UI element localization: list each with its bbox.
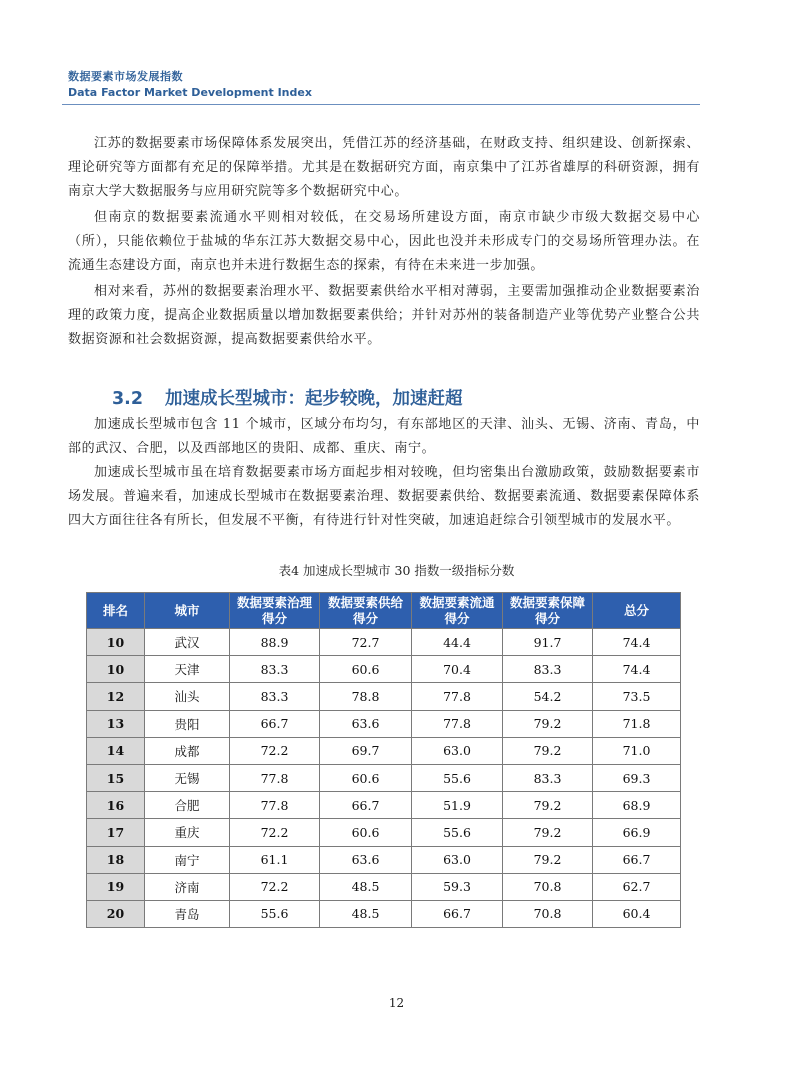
cell-supply: 72.7	[320, 629, 412, 656]
cell-circulation: 66.7	[412, 900, 503, 927]
cell-rank: 10	[87, 629, 145, 656]
cell-circulation: 51.9	[412, 792, 503, 819]
cell-governance: 77.8	[230, 764, 320, 791]
cell-rank: 10	[87, 656, 145, 683]
cell-total: 62.7	[593, 873, 681, 900]
header-city: 城市	[145, 593, 230, 629]
header-circulation-score: 数据要素流通得分	[412, 593, 503, 629]
table-row	[87, 873, 681, 900]
cell-governance: 72.2	[230, 737, 320, 764]
cell-supply: 60.6	[320, 764, 412, 791]
cell-total: 71.0	[593, 737, 681, 764]
cell-city: 武汉	[145, 629, 230, 656]
cell-city: 青岛	[145, 900, 230, 927]
cell-governance: 72.2	[230, 873, 320, 900]
cell-governance: 83.3	[230, 656, 320, 683]
cell-city: 天津	[145, 656, 230, 683]
table-row	[87, 792, 681, 819]
cell-total: 71.8	[593, 710, 681, 737]
cell-guarantee: 54.2	[503, 683, 593, 710]
table-body	[87, 629, 681, 928]
header-supply-score: 数据要素供给得分	[320, 593, 412, 629]
cell-supply: 60.6	[320, 819, 412, 846]
cell-total: 66.9	[593, 819, 681, 846]
cell-governance: 72.2	[230, 819, 320, 846]
table-row	[87, 819, 681, 846]
cell-total: 66.7	[593, 846, 681, 873]
cell-total: 74.4	[593, 629, 681, 656]
table-row	[87, 764, 681, 791]
cell-rank: 14	[87, 737, 145, 764]
header-divider	[62, 104, 700, 105]
table-row	[87, 846, 681, 873]
paragraph-suzhou-governance: 相对来看，苏州的数据要素治理水平、数据要素供给水平相对薄弱，主要需加强推动企业数据要素治理的政策力度，提高企业数据质量以增加数据要素供给；并针对苏州的装备制造产业等优势产业整合公共数据资源和社会数据资源，提高数据要素供给水平。	[68, 284, 700, 347]
paragraph-growth-overview: 加速成长型城市虽在培育数据要素市场方面起步相对较晚，但均密集出台激励政策，鼓励数据要素市场发展。普遍来看，加速成长型城市在数据要素治理、数据要素供给、数据要素流通、数据要素保障体系四大方面往往各有所长，但发展不平衡，有待进行针对性突破，加速追赶综合引领型城市的发展水平。	[68, 465, 700, 528]
cell-city: 合肥	[145, 792, 230, 819]
header-rank: 排名	[87, 593, 145, 629]
cell-guarantee: 79.2	[503, 737, 593, 764]
cell-circulation: 55.6	[412, 764, 503, 791]
cell-total: 60.4	[593, 900, 681, 927]
running-header-title-cn: 数据要素市场发展指数	[68, 70, 183, 83]
cell-guarantee: 79.2	[503, 819, 593, 846]
header-governance-score: 数据要素治理得分	[230, 593, 320, 629]
cell-city: 南宁	[145, 846, 230, 873]
cell-city: 济南	[145, 873, 230, 900]
cell-total: 74.4	[593, 656, 681, 683]
cell-city: 汕头	[145, 683, 230, 710]
table-row	[87, 683, 681, 710]
table-header-row	[87, 593, 681, 629]
cell-rank: 18	[87, 846, 145, 873]
cell-guarantee: 91.7	[503, 629, 593, 656]
table-row	[87, 900, 681, 927]
cell-supply: 69.7	[320, 737, 412, 764]
cell-city: 成都	[145, 737, 230, 764]
cell-supply: 48.5	[320, 873, 412, 900]
cell-governance: 83.3	[230, 683, 320, 710]
cell-rank: 17	[87, 819, 145, 846]
section-heading	[112, 385, 463, 410]
cell-rank: 15	[87, 764, 145, 791]
cell-rank: 19	[87, 873, 145, 900]
cell-guarantee: 79.2	[503, 846, 593, 873]
cell-circulation: 77.8	[412, 683, 503, 710]
table-row	[87, 710, 681, 737]
page-number: 12	[388, 996, 405, 1010]
cell-circulation: 70.4	[412, 656, 503, 683]
cell-rank: 16	[87, 792, 145, 819]
header-guarantee-score: 数据要素保障得分	[503, 593, 593, 629]
running-header-title-en: Data Factor Market Development Index	[68, 86, 312, 99]
cell-supply: 63.6	[320, 710, 412, 737]
section-title-text: 加速成长型城市：起步较晚，加速赶超	[165, 389, 463, 409]
cell-guarantee: 70.8	[503, 900, 593, 927]
cell-governance: 61.1	[230, 846, 320, 873]
cell-city: 贵阳	[145, 710, 230, 737]
cell-governance: 88.9	[230, 629, 320, 656]
cell-city: 重庆	[145, 819, 230, 846]
table-row	[87, 656, 681, 683]
cell-guarantee: 83.3	[503, 656, 593, 683]
paragraph-jiangsu-guarantee: 江苏的数据要素市场保障体系发展突出，凭借江苏的经济基础，在财政支持、组织建设、创新探索、理论研究等方面都有充足的保障举措。尤其是在数据研究方面，南京集中了江苏省雄厚的科研资源，拥有南京大学大数据服务与应用研究院等多个数据研究中心。	[68, 136, 700, 199]
cell-supply: 60.6	[320, 656, 412, 683]
table-row	[87, 737, 681, 764]
cell-rank: 13	[87, 710, 145, 737]
cell-guarantee: 83.3	[503, 764, 593, 791]
cell-rank: 12	[87, 683, 145, 710]
cell-circulation: 63.0	[412, 846, 503, 873]
cell-guarantee: 70.8	[503, 873, 593, 900]
cell-supply: 63.6	[320, 846, 412, 873]
cell-governance: 66.7	[230, 710, 320, 737]
score-table	[86, 592, 681, 928]
cell-circulation: 77.8	[412, 710, 503, 737]
cell-total: 68.9	[593, 792, 681, 819]
cell-circulation: 59.3	[412, 873, 503, 900]
cell-guarantee: 79.2	[503, 710, 593, 737]
cell-total: 69.3	[593, 764, 681, 791]
paragraph-city-list: 加速成长型城市包含 11 个城市，区域分布均匀，有东部地区的天津、汕头、无锡、济南、青岛，中部的武汉、合肥，以及西部地区的贵阳、成都、重庆、南宁。	[68, 417, 700, 456]
paragraph-nanjing-circulation: 但南京的数据要素流通水平则相对较低，在交易场所建设方面，南京市缺少市级大数据交易中心（所），只能依赖位于盐城的华东江苏大数据交易中心，因此也没并未形成专门的交易场所管理办法。在流通生态建设方面，南京也并未进行数据生态的探索，有待在未来进一步加强。	[68, 210, 700, 273]
cell-rank: 20	[87, 900, 145, 927]
cell-governance: 77.8	[230, 792, 320, 819]
cell-supply: 78.8	[320, 683, 412, 710]
table-row	[87, 629, 681, 656]
cell-circulation: 55.6	[412, 819, 503, 846]
section-number: 3.2	[112, 389, 144, 409]
table-caption: 表4 加速成长型城市 30 指数一级指标分数	[278, 563, 515, 578]
cell-city: 无锡	[145, 764, 230, 791]
cell-total: 73.5	[593, 683, 681, 710]
cell-governance: 55.6	[230, 900, 320, 927]
header-total-score: 总分	[593, 593, 681, 629]
cell-circulation: 44.4	[412, 629, 503, 656]
cell-supply: 48.5	[320, 900, 412, 927]
cell-supply: 66.7	[320, 792, 412, 819]
cell-circulation: 63.0	[412, 737, 503, 764]
cell-guarantee: 79.2	[503, 792, 593, 819]
